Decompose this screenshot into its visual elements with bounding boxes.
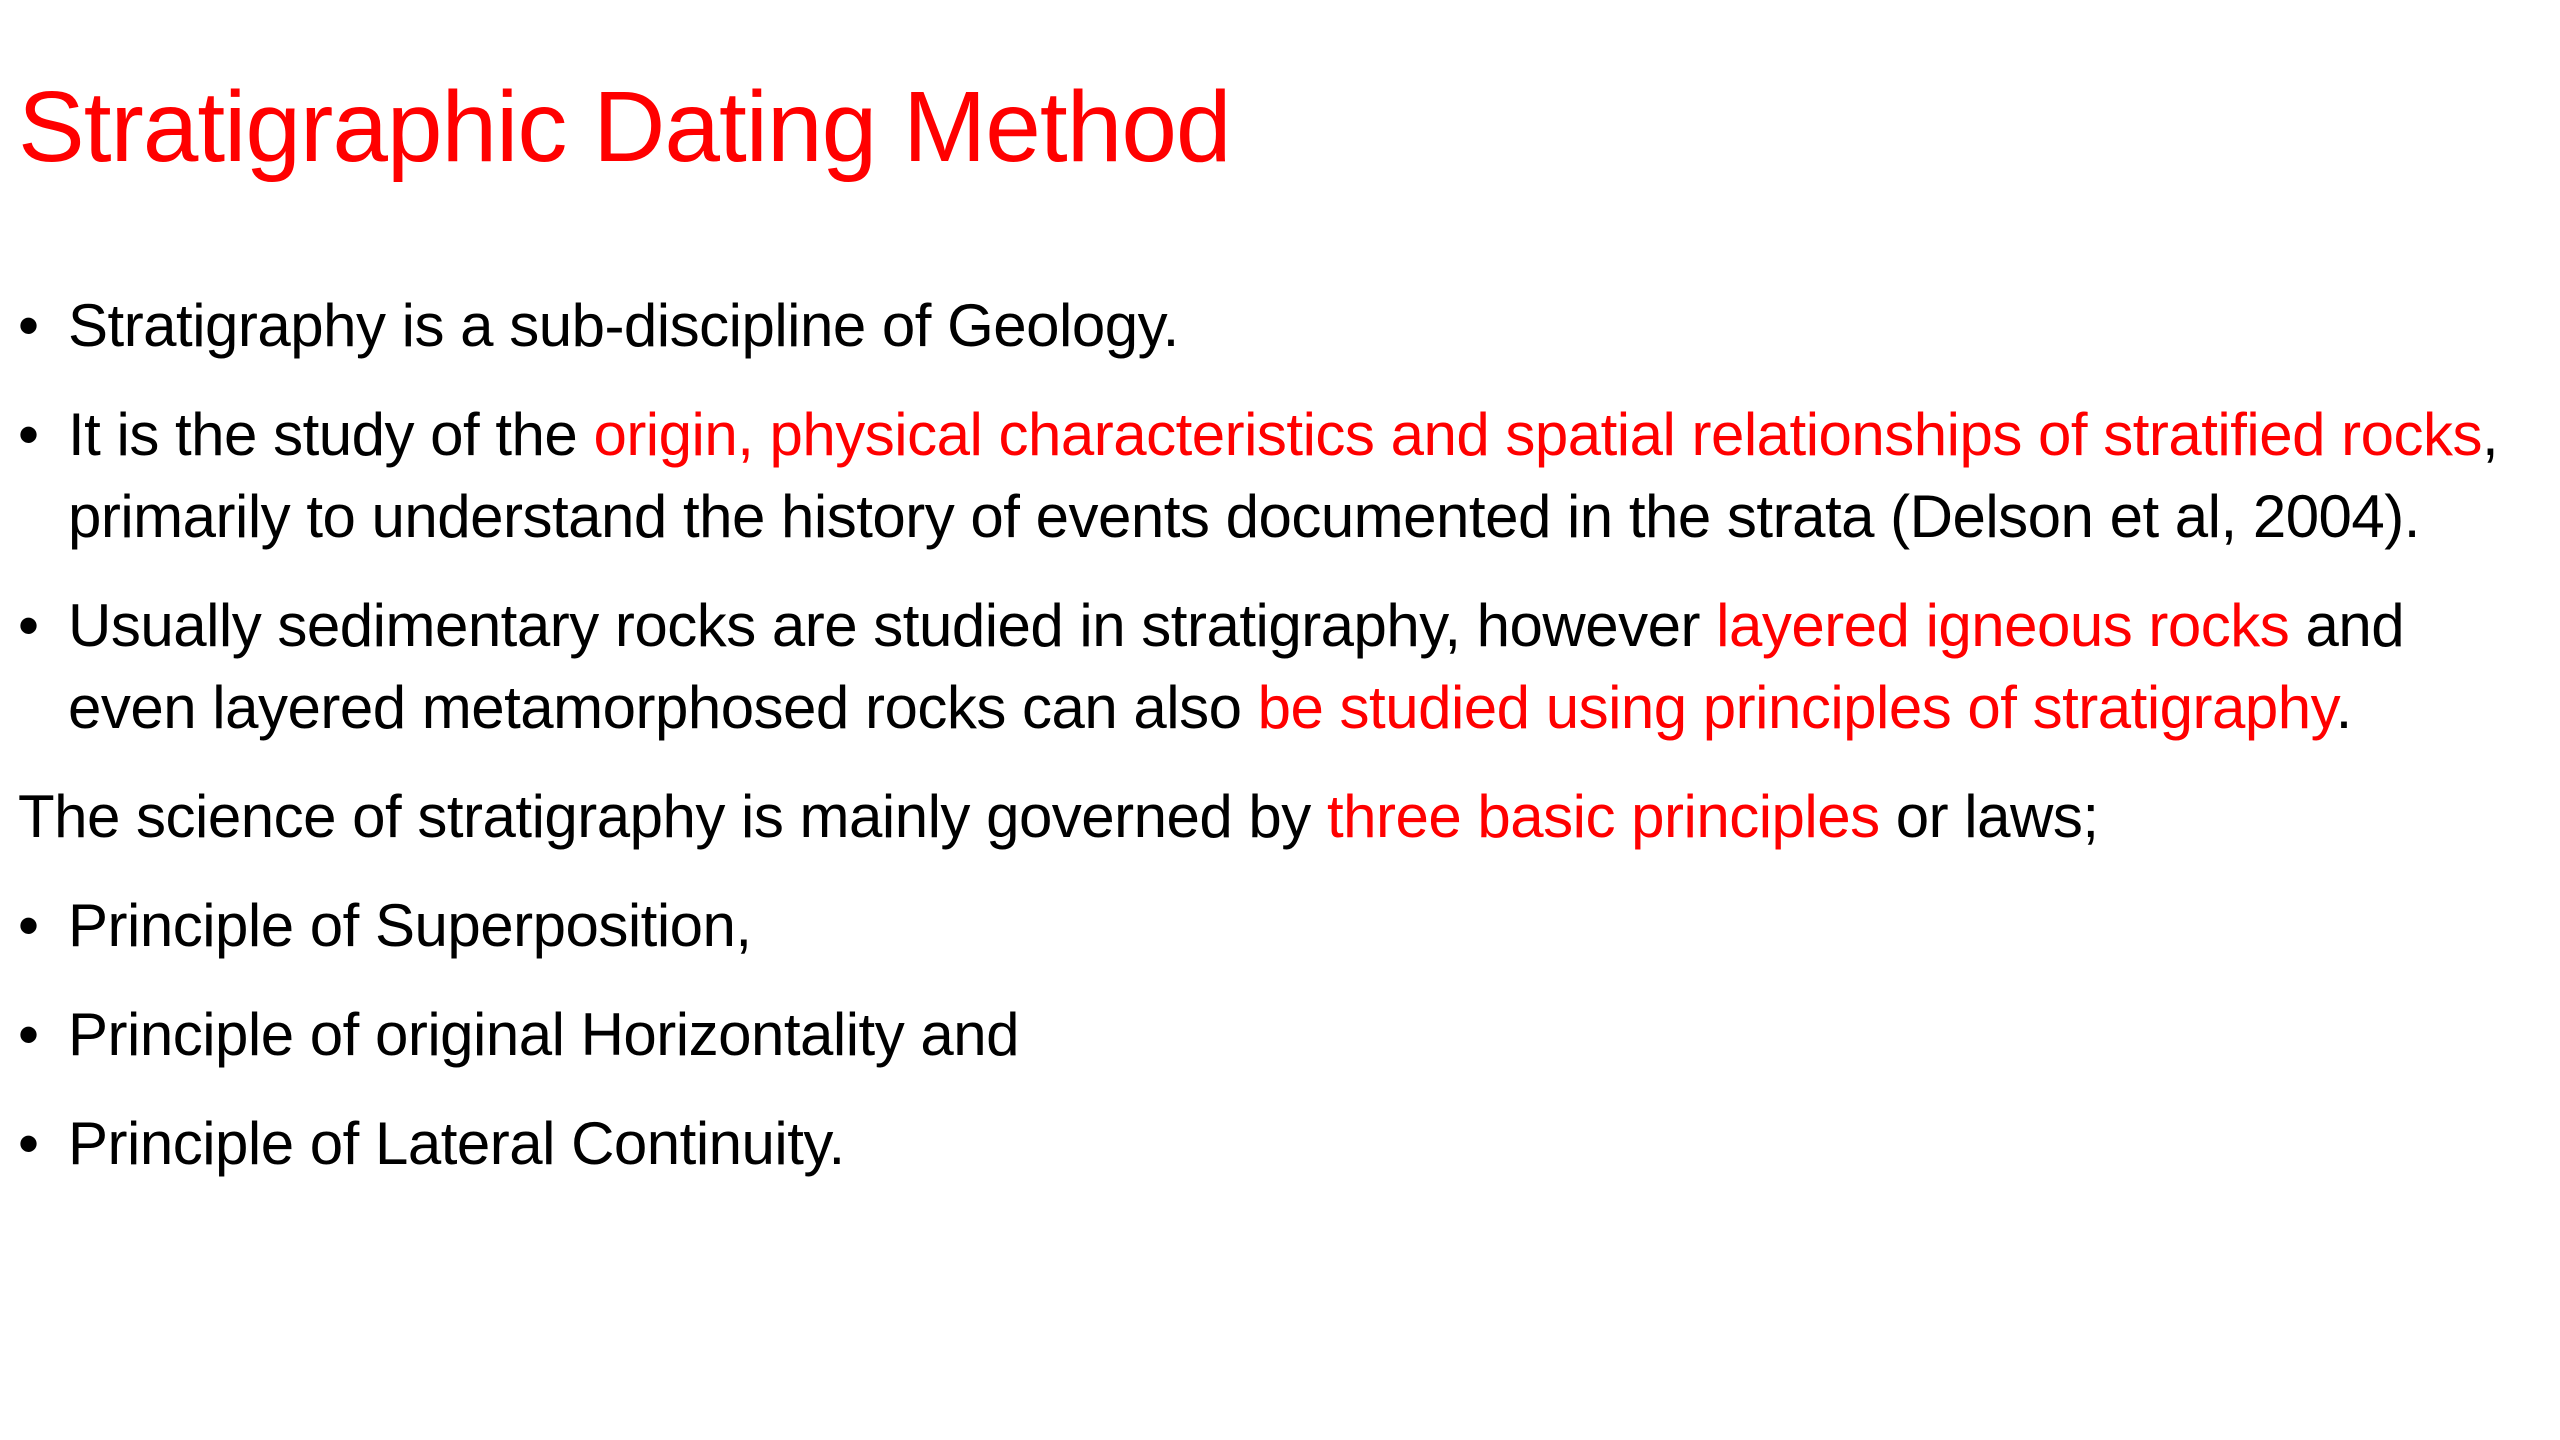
bullet-icon: • (18, 592, 39, 659)
text-segment: The science of stratigraphy is mainly governed by (18, 783, 1327, 850)
bullet-icon: • (18, 892, 39, 959)
text-segment: Principle of original Horizontality and (68, 1001, 1019, 1068)
bullet-item (18, 394, 2538, 558)
paragraph (18, 776, 2538, 858)
bullet-item (18, 1103, 2538, 1185)
text-segment: . (2335, 674, 2352, 741)
slide-body (18, 285, 2538, 1212)
highlighted-text: origin, physical characteristics and spatial relationships of stratified rocks (593, 401, 2482, 468)
bullet-item (18, 994, 2538, 1076)
text-segment: or laws; (1879, 783, 2099, 850)
bullet-item (18, 285, 2538, 367)
highlighted-text: be studied using principles of stratigraphy (1257, 674, 2336, 741)
highlighted-text: three basic principles (1326, 783, 1880, 850)
text-segment: Usually sedimentary rocks are studied in stratigraphy, however (68, 592, 1717, 659)
highlighted-text: layered igneous rocks (1716, 592, 2290, 659)
bullet-icon: • (18, 1110, 39, 1177)
bullet-icon: • (18, 1001, 39, 1068)
text-segment: Principle of Lateral Continuity. (68, 1110, 845, 1177)
bullet-icon: • (18, 292, 39, 359)
bullet-item (18, 885, 2538, 967)
slide-title: Stratigraphic Dating Method (18, 71, 1231, 183)
text-segment: Stratigraphy is a sub-discipline of Geology. (68, 292, 1179, 359)
bullet-icon: • (18, 401, 39, 468)
text-segment: and even layered metamorphosed rocks can also (68, 592, 2405, 741)
text-segment: Principle of Superposition, (68, 892, 752, 959)
bullet-item (18, 585, 2538, 749)
text-segment: , primarily to understand the history of events documented in the strata (Delson et al, 2004). (68, 401, 2499, 550)
text-segment: It is the study of the (68, 401, 594, 468)
